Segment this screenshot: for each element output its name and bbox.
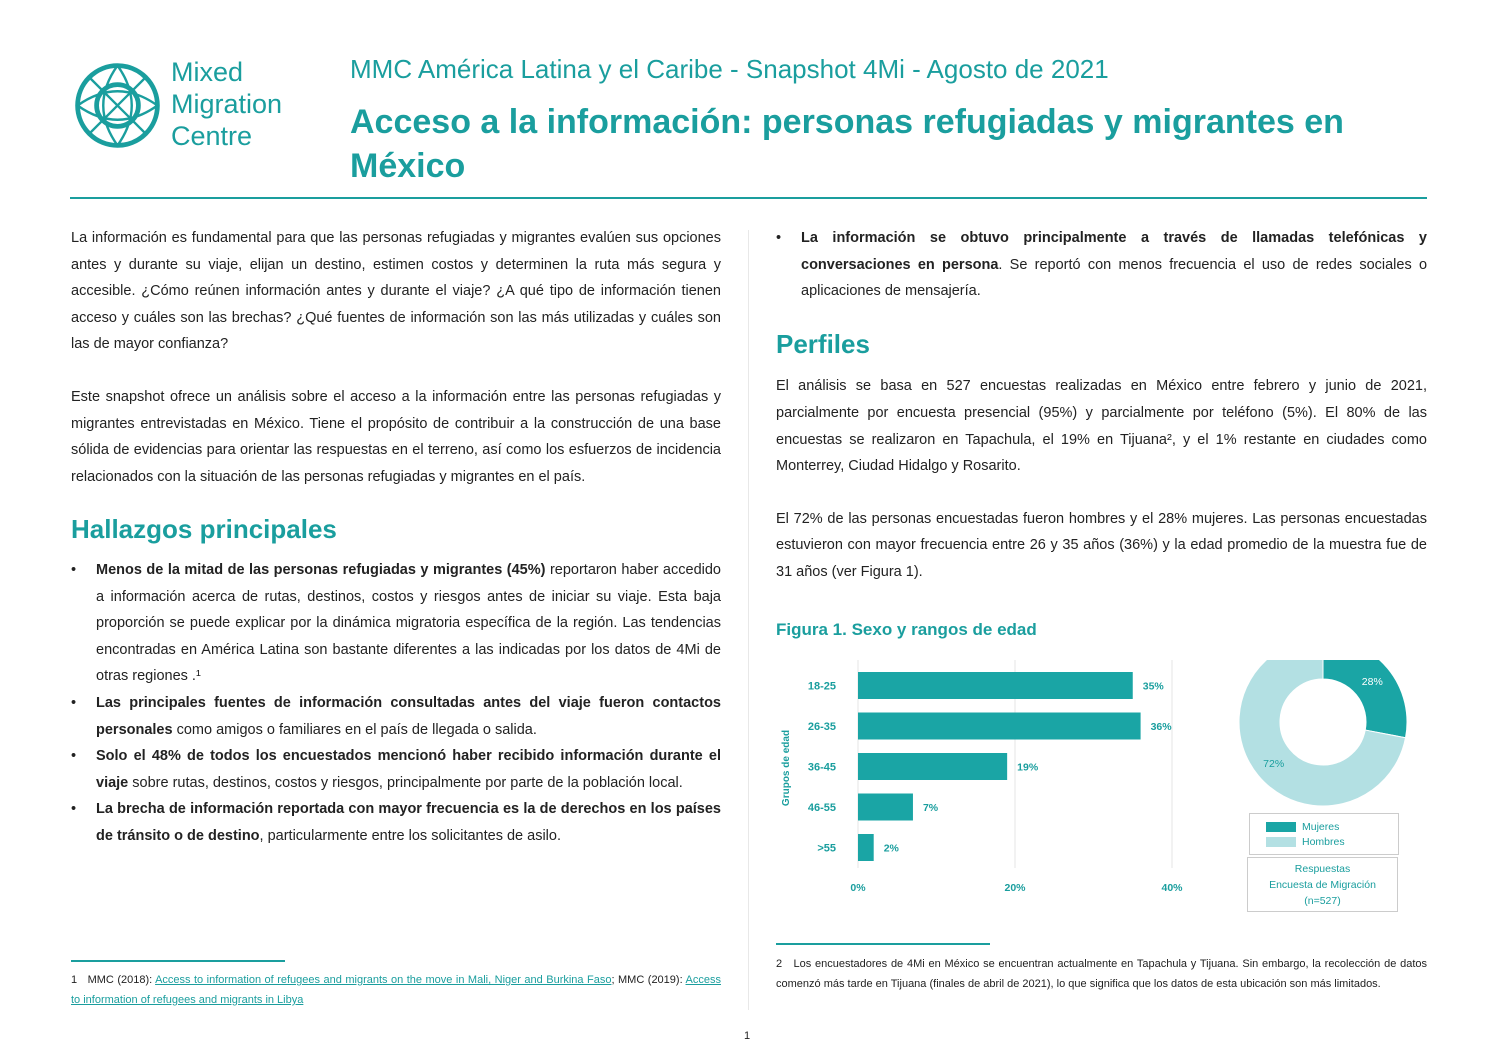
- list-item: [71, 743, 721, 796]
- pie-legend: [1249, 813, 1399, 855]
- pie-slice-mujeres: [1323, 660, 1407, 738]
- y-tick-label: 46-55: [807, 802, 836, 814]
- column-divider: [748, 230, 749, 1010]
- list-item: [776, 225, 1427, 305]
- bar-value-label: 36%: [1150, 721, 1172, 733]
- intro-paragraph-2: Este snapshot ofrece un análisis sobre el acceso a la información entre las personas refugiadas y migrantes entrevistadas en México. Tiene el propósito de contribuir a la construcción de una base sólida de evidencias para orientar las respuestas en el terreno, así como los esfuerzos de incidencia relacionados con la situación de las personas refugiadas y migrantes en el país.: [71, 388, 721, 485]
- list-item: [71, 796, 721, 849]
- footnote-divider: [71, 960, 285, 962]
- bullet-text: reportaron haber accedido a información acerca de rutas, destinos, costos y riesgos antes de iniciar su viaje. Esta baja proporción se puede explicar por la dinámica migratoria específica de la región. Las tendencias encontradas en América Latina son bastante diferentes a las indicadas por los datos de 4Mi de otras regiones .¹: [96, 561, 721, 685]
- bar-value-label: 35%: [1142, 680, 1164, 693]
- footnote-link-mali[interactable]: Access to information of refugees and migrants on the move in Mali, Niger and Burkina Faso: [155, 974, 612, 986]
- section-heading-hallazgos: Hallazgos principales: [71, 514, 337, 545]
- logo-wordmark: [171, 56, 282, 152]
- bullet-text: sobre rutas, destinos, costos y riesgos, principalmente por parte de la población local.: [128, 774, 683, 791]
- bullet-text: . Se reportó con menos frecuencia el uso de redes sociales o aplicaciones de mensajería.: [801, 256, 1428, 300]
- right-findings-list: [776, 225, 1427, 305]
- y-tick-label: 36-45: [807, 761, 836, 774]
- bullet-bold: La brecha de información reportada con mayor frecuencia es la de derechos en los países de tránsito o de destino: [96, 801, 721, 844]
- legend-swatch: [1266, 837, 1296, 847]
- footnote-number: 1: [71, 974, 78, 986]
- footnote-1: [71, 970, 721, 1010]
- y-tick-label: >55: [817, 842, 836, 855]
- x-tick-label: 40%: [1161, 882, 1183, 894]
- legend-item-mujeres: [1266, 821, 1339, 833]
- footnote-number: 2: [776, 958, 783, 970]
- bar: [858, 753, 1007, 780]
- figure-title: Figura 1. Sexo y rangos de edad: [776, 620, 1037, 639]
- logo-line-2: Migration: [171, 89, 283, 119]
- logo-line-3: Centre: [171, 121, 253, 151]
- bullet-bold: Solo el 48% de todos los encuestados mencionó haber recibido información durante el viaje: [96, 748, 721, 791]
- page-number: 1: [744, 1030, 751, 1042]
- bullet-bold: Las principales fuentes de información consultadas antes del viaje fueron contactos personales: [96, 694, 721, 738]
- profiles-paragraph-1: El análisis se basa en 527 encuestas realizadas en México entre febrero y junio de 2021, parcialmente por encuesta presencial (95%) y parcialmente por teléfono (5%). El 80% de las encuestas se realizaron en Tapachula, el 19% en Tijuana², y el 1% restante en ciudades como Monterrey, Ciudad Hidalgo y Rosarito.: [776, 378, 1427, 475]
- x-tick-label: 20%: [1004, 882, 1026, 894]
- footnote-divider: [776, 943, 990, 945]
- bar: [858, 672, 1133, 699]
- page-title: Acceso a la información: personas refugiadas y migrantes en México: [350, 103, 1344, 185]
- bar: [858, 834, 874, 861]
- legend-swatch: [1266, 822, 1296, 832]
- x-tick-label: 0%: [850, 882, 866, 894]
- y-tick-label: 26-35: [807, 721, 836, 733]
- footnote-link-libya[interactable]: Access to information of refugees and migrants in Libya: [71, 974, 721, 1006]
- footnote-text: ; MMC (2019):: [611, 974, 686, 986]
- legend-label: Hombres: [1302, 836, 1345, 848]
- legend-item-hombres: [1266, 836, 1345, 848]
- left-column: [71, 225, 721, 849]
- findings-list: [71, 557, 721, 850]
- right-column: [776, 225, 1427, 612]
- source-line: Respuestas: [1294, 863, 1351, 875]
- bar: [858, 794, 913, 821]
- bar-value-label: 19%: [1017, 761, 1039, 774]
- bar-value-label: 7%: [922, 802, 939, 814]
- bar: [858, 713, 1141, 740]
- bullet-bold: La información se obtuvo principalmente a través de llamadas telefónicas y conversaciones en persona: [801, 230, 1427, 273]
- legend-label: Mujeres: [1302, 821, 1340, 833]
- bullet-text: como amigos o familiares en el país de llegada o salida.: [172, 721, 537, 738]
- list-item: [71, 557, 721, 690]
- source-line: Encuesta de Migración: [1269, 879, 1376, 891]
- profiles-paragraph-2: El 72% de las personas encuestadas fueron hombres y el 28% mujeres. Las personas encuestadas estuvieron con mayor frecuencia entre 26 y 35 años (36%) y la edad promedio de la muestra fue de 31 años (ver Figura 1).: [776, 510, 1427, 580]
- footnote-text: MMC (2018):: [87, 974, 156, 986]
- list-item: [71, 690, 721, 743]
- source-line: (n=527): [1304, 895, 1341, 907]
- section-heading-perfiles: Perfiles: [776, 328, 870, 359]
- footnote-text: Los encuestadores de 4Mi en México se encuentran actualmente en Tapachula y Tijuana. Sin embargo, la recolección de datos comenzó más tarde en Tijuana (finales de abril de 2021), lo que significa que los datos de esta ubicación son más limitados.: [776, 958, 1428, 990]
- pie-value-label: 72%: [1263, 757, 1285, 770]
- pie-value-label: 28%: [1361, 676, 1383, 689]
- mmc-logo-icon: [70, 58, 165, 153]
- logo-line-1: Mixed: [171, 57, 244, 87]
- bullet-bold: Menos de la mitad de las personas refugiadas y migrantes (45%): [96, 561, 546, 578]
- chart-source-box: [1247, 857, 1398, 912]
- bar-value-label: 2%: [883, 842, 899, 855]
- footnote-2: [776, 954, 1427, 994]
- y-axis-label: Grupos de edad: [781, 729, 792, 807]
- y-tick-label: 18-25: [807, 680, 836, 693]
- intro-paragraph-1: La información es fundamental para que las personas refugiadas y migrantes evalúen sus opciones antes y durante su viaje, elijan un destino, estimen costos y determinen la ruta más segura y accesible. ¿Cómo reúnen información antes y durante el viaje? ¿A qué tipo de información tienen acceso y cuáles son las brechas? ¿Qué fuentes de información son las más utilizadas y cuáles son las de mayor confianza?: [71, 230, 721, 353]
- bullet-text: , particularmente entre los solicitantes de asilo.: [259, 827, 561, 844]
- page-subtitle: MMC América Latina y el Caribe - Snapshot 4Mi - Agosto de 2021: [350, 54, 1109, 84]
- header-divider: [70, 197, 1427, 199]
